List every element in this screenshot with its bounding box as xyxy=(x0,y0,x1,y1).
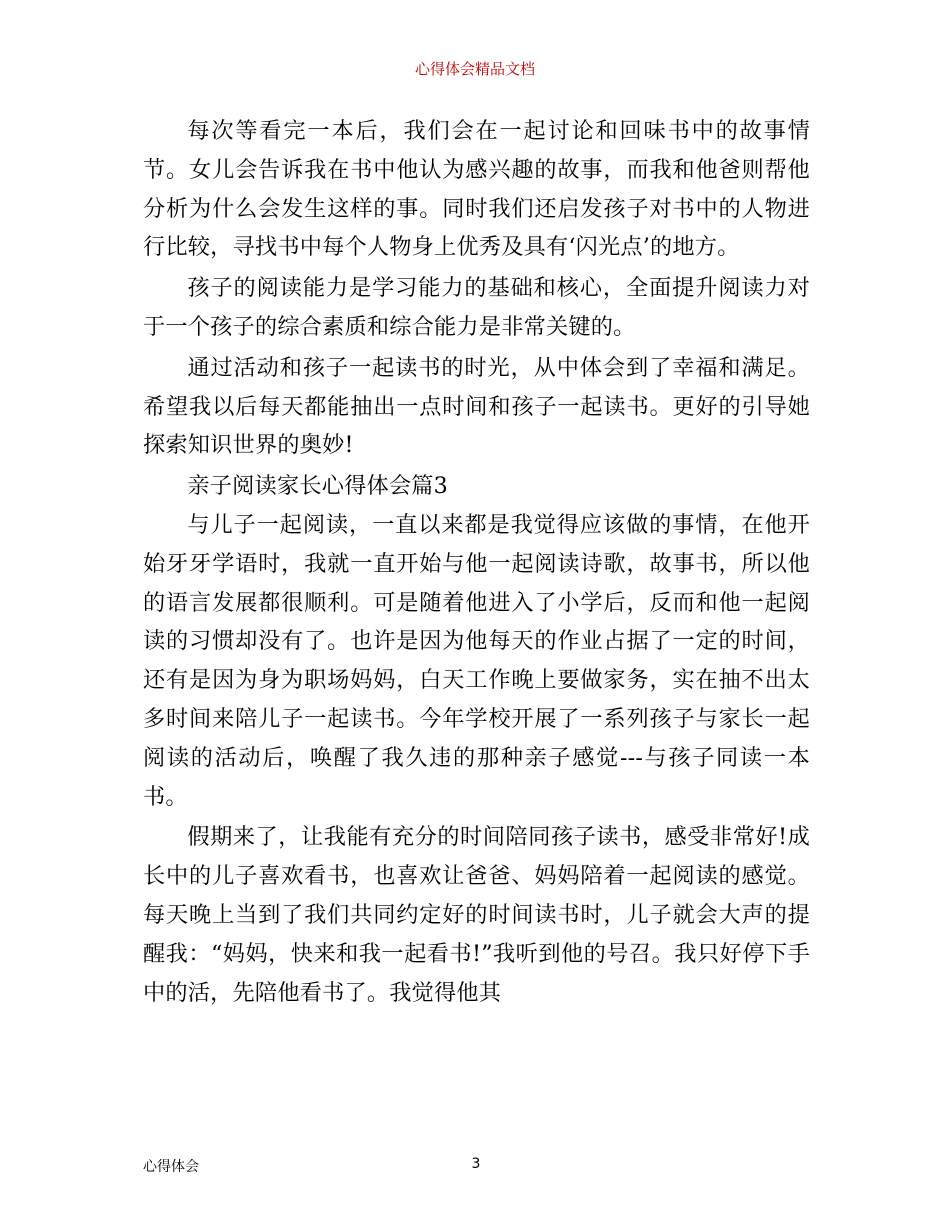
page-number: 3 xyxy=(471,1156,481,1172)
paragraph-reading-ability: 孩子的阅读能力是学习能力的基础和核心，全面提升阅读力对于一个孩子的综合素质和综合能力是非常关键的。 xyxy=(143,275,810,340)
paragraph-reading-with-son: 与儿子一起阅读，一直以来都是我觉得应该做的事情，在他开始牙牙学语时，我就一直开始与他一起阅读诗歌，故事书，所以他的语言发展都很顺利。可是随着他进入了小学后，反而和他一起阅读的习惯却没有了。也许是因为他每天的作业占据了一定的时间，还有是因为身为职场妈妈，白天工作晚上要做家务，实在抽不出太多时间来陪儿子一起读书。今年学校开展了一系列孩子与家长一起阅读的活动后，唤醒了我久违的那种亲子感觉---与孩子同读一本书。 xyxy=(143,511,810,810)
paragraph-holiday-reading: 假期来了，让我能有充分的时间陪同孩子读书，感受非常好!成长中的儿子喜欢看书，也喜欢让爸爸、妈妈陪着一起阅读的感觉。每天晚上当到了我们共同约定好的时间读书时，儿子就会大声的提醒我：“妈妈，快来和我一起看书!”我听到他的号召。我只好停下手中的活，先陪他看书了。我觉得他其 xyxy=(143,824,810,1006)
paragraph-reading-discussion: 每次等看完一本后，我们会在一起讨论和回味书中的故事情节。女儿会告诉我在书中他认为感兴趣的故事，而我和他爸则帮他分析为什么会发生这样的事。同时我们还启发孩子对书中的人物进行比较，寻找书中每个人物身上优秀及具有‘闪光点’的地方。 xyxy=(143,118,810,261)
paragraph-reading-time: 通过活动和孩子一起读书的时光，从中体会到了幸福和满足。希望我以后每天都能抽出一点时间和孩子一起读书。更好的引导她探索知识世界的奥妙! xyxy=(143,354,810,459)
footer-label: 心得体会 xyxy=(143,1159,199,1175)
document-body xyxy=(143,112,810,1014)
document-header-title: 心得体会精品文档 xyxy=(414,60,535,78)
section-heading: 亲子阅读家长心得体会篇3 xyxy=(187,473,448,500)
